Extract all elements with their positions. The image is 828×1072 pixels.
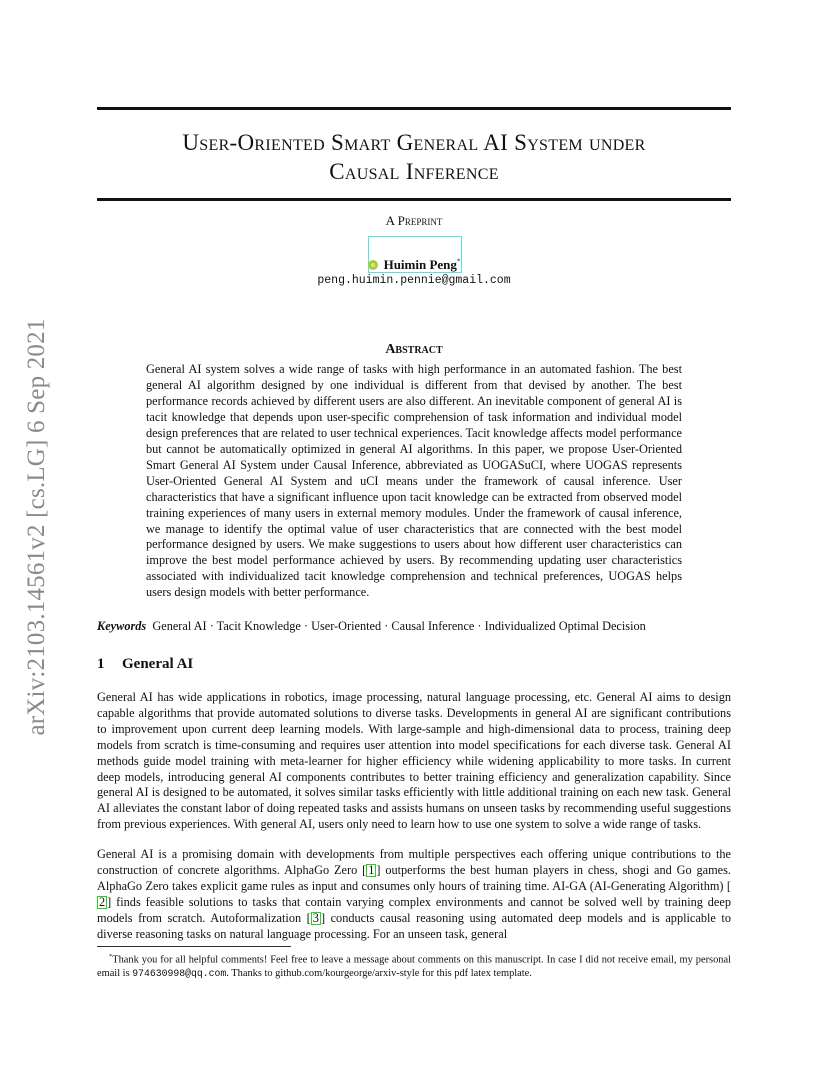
footnote-mark: * [109,953,113,960]
author-email: peng.huimin.pennie@gmail.com [317,274,511,287]
paragraph-1: General AI has wide applications in robotics, image processing, natural language processing, etc. General AI aims to design capable algorithms that provide automated solutions to diverse tasks. Developments in general AI are significant contributions to improvement upon current deep learning models. With large-sample and high-dimensional data to process, training deep models from scratch is time-consuming and requires user attention into model specifications for each diverse task. General AI methods guide model training with meta-learner for higher efficiency while widening applicability to more tasks. In current deep models, introducing general AI components contributes to better training efficiency and generalization capability. Since general AI is designed to be automated, it solves similar tasks efficiently with little additional training on each new task. General AI alleviates the constant labor of doing repeated tasks and assists humans on unseen tasks by recommending useful suggestions from previous experiences. With general AI, users only need to learn how to use one system to solve a wide range of tasks. [97,690,731,832]
citation-link-1[interactable]: 1 [368,862,375,877]
orcid-icon[interactable] [368,260,378,270]
abstract-heading: Abstract [385,342,443,357]
section-number: 1 [97,656,105,672]
author-line [97,257,731,273]
paper-title [97,128,731,186]
author-name[interactable]: Huimin Peng [383,257,457,272]
abstract-text: General AI system solves a wide range of tasks with high performance in an automated fashion. The best general AI algorithm designed by one individual is different from that devised by another. The best performance records achieved by different users are also different. An inevitable component of general AI is tacit knowledge that depends upon user-specific comprehension of task information and individual model design preferences that are related to user technical experiences. Tacit knowledge affects model performance but cannot be automatically optimized in general AI algorithms. In this paper, we propose User-Oriented Smart General AI System under Causal Inference, abbreviated as UOGASuCI, where UOGAS represents User-Oriented General AI System and uCI means under the framework of causal inference. User characteristics that have a significant influence upon tacit knowledge can be extracted from observed model training experiences of many users in external memory modules. Under the framework of causal inference, we manage to identify the optimal value of user characteristics that are connected with the best model performance designed by users. We make suggestions to users about how different user characteristics can improve the best model performance achieved by users. By recommending updating user characteristics associated with individualized tacit knowledge comprehension and technical preferences, UOGAS helps users design models with better performance. [146,362,682,600]
paragraph-2: General AI is a promising domain with developments from multiple perspectives each offering unique contributions to the construction of concrete algorithms. AlphaGo Zero [ 1 ] outperforms the best human players in chess, shogi and Go games. AlphaGo Zero takes explicit game rules as input and consumes only hours of training time. AI-GA (AI-Generating Algorithm) [2 ] finds feasible solutions to tasks that contain varying complex environments and cannot be solved well by training deep models from scratch. Autoformalization [ 3 ] conducts causal reasoning using automated deep models and is applicable to diverse reasoning tasks on natural language processing. For an unseen task, general [97,847,731,941]
preprint-label: A Preprint [385,213,443,228]
keywords-text: General AI · Tacit Knowledge · User-Oriented · Causal Inference · Individualized Optimal Decision [152,619,646,633]
citation-link-2[interactable]: 2 [99,894,106,909]
footnote-email: 974630998@qq.com [132,967,227,979]
keywords-label: Keywords [97,619,147,633]
section-title: General AI [122,656,194,672]
arxiv-identifier-stamp: arXiv:2103.14561v2 [cs.LG] 6 Sep 2021 [23,318,50,736]
keywords-line [97,619,731,634]
footnote-rule [97,946,291,947]
citation-link-3[interactable]: 3 [312,910,319,925]
title-rule-bottom [97,198,731,201]
title-line-2: Causal Inference [329,159,499,184]
title-line-1: User-Oriented Smart General AI System under [182,130,646,155]
title-rule-top [97,107,731,110]
author-footnote-mark: * [456,257,461,266]
section-heading [97,656,193,673]
footnote: *Thank you for all helpful comments! Feel free to leave a message about comments on this manuscript. In case I did not receive email, my personal email is 974630998@qq.com. Thanks to github.com/kourgeorge/arxiv-style for this pdf latex template. [97,953,731,979]
